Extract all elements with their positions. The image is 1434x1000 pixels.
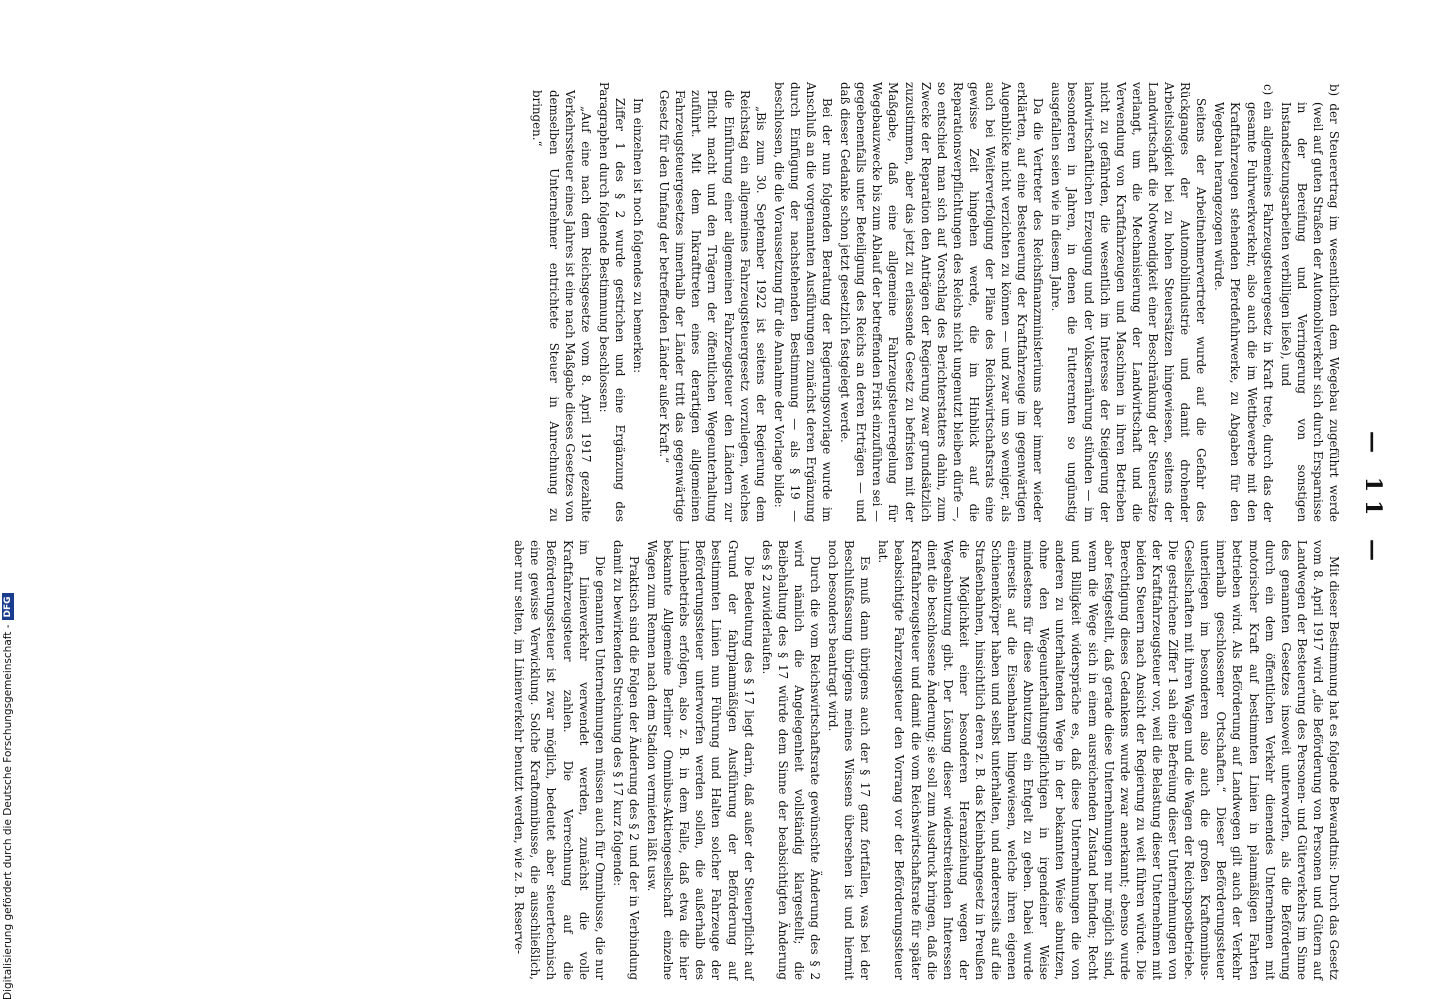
- paragraph: Ziffer 1 des § 2 wurde gestrichen und eine Ergänzung des Paragraphen durch folgende Bestimmung beschlossen:: [596, 82, 627, 522]
- paragraph: Praktisch sind die Folgen der Änderung des § 2 und der in Verbindung damit zu bewirkenden Streichung des § 17 kurz folgende:: [610, 540, 641, 980]
- left-column: [527, 82, 1342, 522]
- digitization-credit: [2, 593, 14, 1000]
- paragraph: Da die Vertreter des Reichsfinanzministeriums aber immer wieder erklärten, auf eine Besteuerung der Kraftfahrzeuge im gegenwärtigen Augenblicke nicht verzichten zu können — und zwar um so weniger, als auch bei Weiterverfolgung der Pläne des Reichswirtschaftsrats eine gewisse Zeit hingehen werde, die im Hinblick auf die Reparationsverpflichtungen des Reichs nicht ungenutzt bleiben dürfe —, so entschied man sich auf Vorschlag des Berichterstatters dahin, zum Zwecke der Reparation den Anträgen der Regierung zwar grundsätzlich zuzustimmen, aber das jetzt zu erlassende Gesetz zu befristen mit der Maßgabe, daß eine allgemeine Fahrzeugsteuerregelung für Wegebauzwecke bis zum Ablauf der betreffenden Frist einzuführen sei — gegebenenfalls unter Beteiligung des Reichs an deren Erträgen — und daß dieser Gedanke schon jetzt gesetzlich festgelegt werde.: [838, 82, 1046, 522]
- list-item-c: c) ein allgemeines Fahrzeugsteuergesetz in Kraft trete, durch das der gesamte Fuhrwerkverkehr, also auch die im Wettbewerbe mit den Kraftfahrzeugen stehenden Pferdefuhrwerke, zu Abgaben für den Wegebau herangezogen würde.: [1212, 84, 1275, 522]
- paragraph: Es muß dann übrigens auch der § 17 ganz fortfallen, was bei der Beschlußfassung übrigens meines Wissens übersehen ist und hiermit noch besonders beantragt wird.: [826, 540, 873, 980]
- paragraph: Durch die vom Reichswirtschaftsrate gewünschte Änderung des § 2 wird nämlich die Angelegenheit vollständig klargestellt; die Beibehaltung des § 17 würde dem Sinne der beabsichtigten Änderung des § 2 zuwiderlaufen.: [759, 540, 822, 980]
- quoted-provision: „Bis zum 30. September 1922 ist seitens der Regierung dem Reichstag ein allgemeines Fahrzeugsteuergesetz vorzulegen, welches die Einführung einer allgemeinen Fahrzeugsteuer den Ländern zur Pflicht macht und den Trägern der öffentlichen Wegeunterhaltung zuführt. Mit dem Inkrafttreten eines derartigen allgemeinen Fahrzeugsteuergesetzes innerhalb der Länder tritt das gegenwärtige Gesetz für den Umfang der betreffenden Länder außer Kraft.“: [657, 90, 768, 522]
- credit-text: Digitalisierung gefördert durch die Deutsche Forschungsgemeinschaft -: [2, 624, 14, 1000]
- page-number: — 11 —: [1360, 431, 1386, 569]
- paragraph: Die Bedeutung des § 17 liegt darin, daß außer der Steuerpflicht auf Grund der fahrplanmäßigen Ausführung der Beförderung auf bestimmten Linien nun Führung und Halten solcher Fahrzeuge der Beförderungssteuer unterworfen werden sollen, die außerhalb des Linienbetriebs erfolgen, also z. B. in dem Falle, daß etwa die hier bekannte Allgemeine Berliner Omnibus-Aktiengesellschaft einzelne Wagen zum Rennen nach dem Stadion vermieten läßt usw.: [645, 540, 756, 980]
- paragraph: Bei der nun folgenden Beratung der Regierungsvorlage wurde im Anschluß an die vorgenannten Ausführungen zunächst deren Ergänzung durch Einfügung der nachstehenden Bestimmung — als § 19 — beschlossen, die die Voraussetzung für die Annahme der Vorlage bilde:: [771, 82, 835, 522]
- quoted-provision: „Auf eine nach dem Reichsgesetze vom 8. April 1917 gezahlte Verkehrssteuer eines Jahres ist eine nach Maßgabe dieses Gesetzes von demselben Unternehmer entrichtete Steuer in Anrechnung zu bringen.“: [530, 90, 593, 522]
- right-column: [509, 540, 1342, 980]
- paragraph: Im einzelnen ist noch folgendes zu bemerken:: [631, 98, 646, 374]
- paragraph: Mit dieser Bestimmung hat es folgende Bewandtnis: Durch das Gesetz vom 8. April 1917 wird „die Beförderung von Personen und Gütern auf Landwegen der Besteuerung des Personen- und Güterverkehrs im Sinne des genannten Gesetzes insoweit unterworfen, als die Beförderung durch ein dem öffentlichen Verkehr dienendes Unternehmen mit motorischer Kraft auf bestimmten Linien in planmäßigen Fahrten betrieben wird. Als Beförderung auf Landwegen gilt auch der Verkehr innerhalb geschlossener Ortschaften.“ Dieser Beförderungssteuer unterliegen im besonderen also auch die großen Kraftomnibus-Gesellschaften mit ihren Wagen und die Wagen der Reichspostbetriebe. Die gestrichene Ziffer 1 sah eine Befreiung dieser Unternehmungen von der Kraftfahrzeugsteuer vor, weil die Belastung dieser Unternehmen mit beiden Steuern nach Ansicht der Regierung zu weit führen würde. Die Berechtigung dieses Gedankens wurde zwar anerkannt; ebenso wurde aber festgestellt, daß gerade diese Unternehmungen nur möglich sind, wenn die Wege sich in einem ausreichenden Zustand befinden; Recht und Billigkeit widerspräche es, daß diese Unternehmungen die von anderen zu unterhaltenden Wege in der bekannten Weise abnutzen, ohne den Wegeunterhaltungspflichtigen in irgendeiner Weise mindestens für diese Abnutzung ein Entgelt zu geben. Dabei wurde einerseits auf die Eisenbahnen hingewiesen, welche ihren eigenen Schienenkörper haben und selbst unterhalten, und andererseits auf die Straßenbahnen, hinsichtlich deren z. B. das Kleinbahngesetz in Preußen die Möglichkeit einer besonderen Heranziehung wegen der Wegeabnutzung gibt. Der Lösung dieser widerstreitenden Interessen dient die beschlossene Änderung; sie soll zum Ausdruck bringen, daß die Kraftfahrzeugsteuer und damit die vom Reichswirtschaftsrate für später beabsichtigte Fahrzeugsteuer den Vorrang vor der Beförderungssteuer hat.: [876, 540, 1341, 980]
- paragraph: Seitens der Arbeitnehmervertreter wurde auf die Gefahr des Rückganges der Automobilindustrie und damit drohender Arbeitslosigkeit bei zu hohen Steuersätzen hingewiesen, seitens der Landwirtschaft die Notwendigkeit einer Beschränkung der Steuersätze verlangt, um die Mechanisierung der Landwirtschaft und die Verwendung von Kraftfahrzeugen und Maschinen in ihren Betrieben nicht zu gefährden, die wesentlich im Interesse der Steigerung der landwirtschaftlichen Erzeugung und der Volksernährung stünden — im besonderen in Jahren, in denen die Futterernten so ungünstig ausgefallen seien wie in diesem Jahre.: [1049, 82, 1209, 522]
- list-item-b: b) der Steuerertrag im wesentlichen dem Wegebau zugeführt werde (weil auf guten Straßen der Automobilverkehr sich durch Ersparnisse in der Bereifung und Verringerung von sonstigen Instandsetzungsarbeiten verbilligen ließe), und: [1278, 84, 1341, 522]
- paragraph: Die genannten Unternehmungen müssen auch für Omnibusse, die nur im Linienverkehr verwendet werden, zunächst die volle Kraftfahrzeugsteuer zahlen. Die Verrechnung auf die Beförderungssteuer ist zwar möglich, bedeutet aber steuertechnisch eine gewisse Verwicklung. Solche Kraftomnibusse, die ausschließlich, aber nur selten, im Linienverkehr benutzt werden, wie z. B. Reserve-: [512, 540, 607, 980]
- dfg-logo-icon: DFG: [2, 593, 14, 620]
